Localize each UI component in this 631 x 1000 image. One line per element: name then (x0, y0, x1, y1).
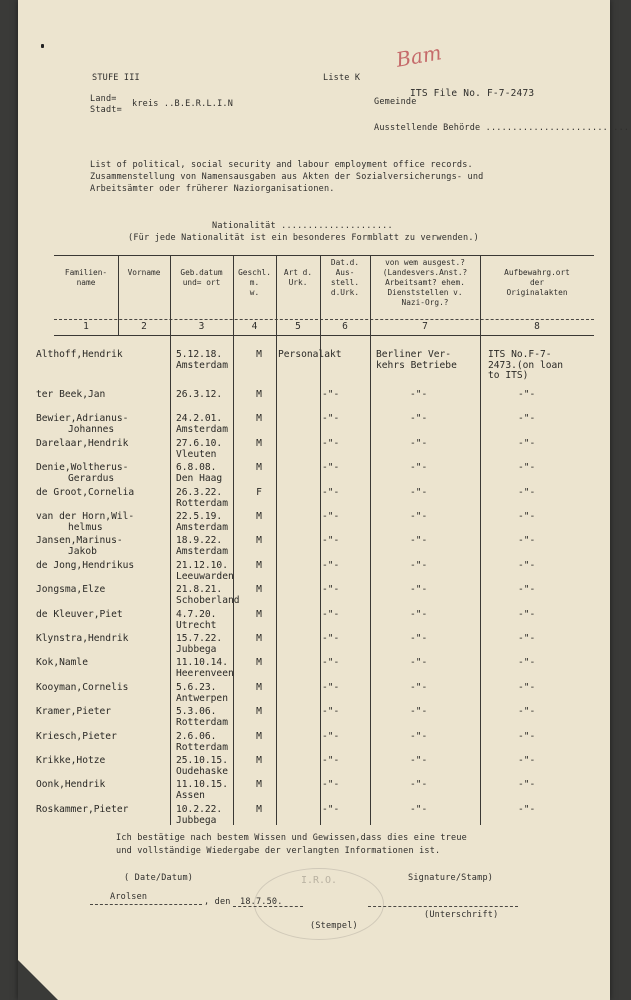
table-row (36, 488, 596, 512)
birth-date-cell: 4.7.20. (176, 608, 217, 620)
document-type-cell: -"- (322, 511, 340, 522)
issuer-cell: -"- (410, 730, 428, 742)
birth-date-cell: 18.9.22. (176, 535, 223, 547)
sex-cell: M (256, 608, 262, 620)
document-type-cell: -"- (322, 657, 340, 669)
place-value: Arolsen (110, 892, 148, 902)
family-name-cont-cell: Gerardus (68, 473, 115, 485)
col-number-2: 2 (141, 321, 147, 332)
birth-date-cell: 22.5.19. (176, 511, 223, 522)
document-type-cell: -"- (322, 706, 340, 718)
signature-line (368, 906, 518, 907)
family-name-cell: Bewier,Adrianus- (36, 413, 129, 425)
gemeinde-label: Gemeinde (374, 97, 417, 107)
family-name-cell: Darelaar,Hendrik (36, 437, 129, 449)
col-header-1: Familien- name (64, 268, 108, 287)
stamp-text: I.R.O. (300, 875, 338, 886)
place-line (90, 904, 202, 905)
birth-date-cell: 10.2.22. (176, 803, 223, 815)
birth-date-cell: 5.12.18. (176, 349, 223, 360)
document-type-cell: -"- (322, 584, 340, 596)
date-value: 18.7.50. (240, 897, 283, 907)
family-name-cell: ter Beek,Jan (36, 389, 106, 400)
signature-label: Signature/Stamp) (408, 873, 494, 883)
sex-cell: M (256, 633, 262, 644)
archive-location-cell: -"- (518, 803, 536, 815)
family-name-cont-cell: helmus (68, 522, 103, 533)
document-type-cell: -"- (322, 633, 340, 644)
issuer-cell: -"- (410, 462, 428, 474)
table-row (36, 439, 596, 463)
land-stadt-label: Land= Stadt= (90, 94, 122, 115)
archive-location-cell: -"- (518, 706, 536, 718)
birth-place-cell: Assen (176, 790, 205, 802)
archive-location-cell: -"- (518, 559, 536, 571)
liste-label: Liste K (323, 73, 361, 83)
family-name-cell: Oonk,Hendrik (36, 779, 106, 791)
birth-place-cell: Rotterdam (176, 497, 228, 509)
intro-line-2: Zusammenstellung von Namensausgaben aus Akten der Sozialversicherungs- und (90, 172, 484, 182)
document-type-cell: -"- (322, 535, 340, 547)
col-header-4: Geschl. m. w. (238, 268, 271, 297)
family-name-cell: van der Horn,Wil- (36, 511, 135, 522)
issuer-cell: -"- (410, 779, 428, 791)
nationality-note: (Für jede Nationalität ist ein besonderes Formblatt zu verwenden.) (128, 233, 479, 243)
sex-cell: M (256, 559, 262, 571)
col-number-8: 8 (534, 321, 540, 332)
issuer-cell: -"- (410, 803, 428, 815)
archive-location-cell: -"- (518, 486, 536, 498)
table-row (36, 414, 596, 438)
issuer-cell: -"- (410, 608, 428, 620)
archive-location-cell: -"- (518, 755, 536, 766)
hole-mark (41, 44, 44, 48)
family-name-cell: de Groot,Cornelia (36, 486, 135, 498)
issuer-cell: -"- (410, 584, 428, 596)
birth-date-cell: 11.10.15. (176, 779, 228, 791)
birth-place-cell: Den Haag (176, 473, 223, 485)
birth-date-cell: 15.7.22. (176, 633, 223, 644)
table-row (36, 707, 596, 731)
date-label: ( Date/Datum) (124, 873, 194, 883)
sex-cell: M (256, 413, 262, 425)
family-name-cell: Kooyman,Cornelis (36, 681, 129, 693)
birth-date-cell: 21.8.21. (176, 584, 223, 596)
sex-cell: M (256, 657, 262, 669)
family-name-cell: Krikke,Hotze (36, 755, 106, 766)
sex-cell: M (256, 511, 262, 522)
family-name-cell: Klynstra,Hendrik (36, 633, 129, 644)
archive-location-cell: -"- (518, 437, 536, 449)
birth-place-cell: Antwerpen (176, 692, 228, 704)
col-header-6: Dat.d. Aus- stell. d.Urk. (330, 258, 360, 297)
sex-cell: M (256, 803, 262, 815)
birth-date-cell: 24.2.01. (176, 413, 223, 425)
table-row (36, 756, 596, 780)
nationality-label: Nationalität ..................... (212, 221, 393, 231)
birth-place-cell: Schoberland (176, 595, 240, 607)
issuer-cell: -"- (410, 389, 428, 400)
family-name-cell: Jongsma,Elze (36, 584, 106, 596)
family-name-cont-cell: Jakob (68, 546, 97, 558)
intro-line-1: List of political, social security and labour employment office records. (90, 160, 473, 170)
archive-location-cell: -"- (518, 681, 536, 693)
family-name-cell: Kriesch,Pieter (36, 730, 117, 742)
document-sheet (18, 0, 630, 1000)
table-row (36, 610, 596, 634)
archive-location-cell: -"- (518, 413, 536, 425)
birth-date-cell: 2.6.06. (176, 730, 217, 742)
birth-date-cell: 26.3.22. (176, 486, 223, 498)
birth-place-cell: Amsterdam (176, 546, 228, 558)
birth-place-cell: Amsterdam (176, 522, 228, 533)
birth-date-cell: 11.10.14. (176, 657, 228, 669)
sex-cell: M (256, 584, 262, 596)
stempel-label: (Stempel) (310, 921, 358, 931)
birth-date-cell: 5.3.06. (176, 706, 217, 718)
document-type-cell: -"- (322, 608, 340, 620)
sex-cell: F (256, 486, 262, 498)
sex-cell: M (256, 706, 262, 718)
issuer-cell: -"- (410, 511, 428, 522)
table-row (36, 390, 596, 414)
sex-cell: M (256, 462, 262, 474)
stufe-label: STUFE III (92, 73, 140, 83)
intro-line-3: Arbeitsämter oder früherer Naziorganisationen. (90, 184, 335, 194)
birth-place-cell: Oudehaske (176, 766, 228, 777)
document-type-cell: -"- (322, 437, 340, 449)
sex-cell: M (256, 535, 262, 547)
archive-location-cell: -"- (518, 584, 536, 596)
table-row (36, 585, 596, 609)
birth-date-cell: 27.6.10. (176, 437, 223, 449)
birth-date-cell: 5.6.23. (176, 681, 217, 693)
table-row (36, 536, 596, 560)
issuer-cell: -"- (410, 413, 428, 425)
birth-place-cell: Amsterdam (176, 360, 228, 371)
issuer-cell: -"- (410, 437, 428, 449)
birth-place-cell: Heerenveen (176, 668, 234, 680)
table-number-rule (54, 335, 594, 336)
family-name-cell: de Jong,Hendrikus (36, 559, 135, 571)
table-row (36, 634, 596, 658)
sex-cell: M (256, 349, 262, 360)
table-row (36, 463, 596, 487)
birth-place-cell: Utrecht (176, 619, 217, 631)
table-top-rule (54, 255, 594, 256)
confirm-line-1: Ich bestätige nach bestem Wissen und Gewissen,dass dies eine treue (116, 833, 467, 843)
den-label: , den (204, 897, 231, 907)
birth-place-cell: Jubbega (176, 644, 217, 655)
archive-location-cell: -"- (518, 389, 536, 400)
confirm-line-2: und vollständige Wiedergabe der verlangten Informationen ist. (116, 846, 441, 856)
table-row (36, 658, 596, 682)
col-header-3: Geb.datum und= ort (180, 268, 223, 287)
date-line (233, 906, 303, 907)
birth-place-cell: Leeuwarden (176, 570, 234, 582)
table-row (36, 780, 596, 804)
document-type-cell: -"- (322, 681, 340, 693)
birth-place-cell: Rotterdam (176, 717, 228, 729)
col-header-8: Aufbewahrg.ort der Originalakten (504, 268, 570, 297)
birth-place-cell: Rotterdam (176, 741, 228, 753)
document-type-cell: -"- (322, 730, 340, 742)
kreis-field: kreis ..B.E.R.L.I.N (132, 99, 234, 109)
birth-date-cell: 21.12.10. (176, 559, 228, 571)
issuer-cell: Berliner Ver- kehrs Betriebe (376, 349, 457, 371)
col-header-2: Vorname (127, 268, 161, 277)
behoerde-field: Ausstellende Behörde ........................... (374, 123, 630, 133)
family-name-cell: Kok,Namle (36, 657, 88, 669)
archive-location-cell: -"- (518, 511, 536, 522)
document-type-cell: -"- (322, 803, 340, 815)
archive-location-cell: -"- (518, 633, 536, 644)
family-name-cont-cell: Johannes (68, 424, 115, 436)
table-row (36, 512, 596, 536)
document-type-cell: -"- (322, 486, 340, 498)
birth-place-cell: Amsterdam (176, 424, 228, 436)
issuer-cell: -"- (410, 657, 428, 669)
birth-date-cell: 26.3.12. (176, 389, 223, 400)
archive-location-cell: -"- (518, 462, 536, 474)
col-number-7: 7 (422, 321, 428, 332)
archive-location-cell: -"- (518, 608, 536, 620)
col-number-1: 1 (83, 321, 89, 332)
archive-location-cell: -"- (518, 730, 536, 742)
issuer-cell: -"- (410, 633, 428, 644)
issuer-cell: -"- (410, 535, 428, 547)
issuer-cell: -"- (410, 755, 428, 766)
issuer-cell: -"- (410, 706, 428, 718)
table-row (36, 561, 596, 585)
birth-date-cell: 6.8.08. (176, 462, 217, 474)
issuer-cell: -"- (410, 559, 428, 571)
document-type-cell: -"- (322, 413, 340, 425)
sex-cell: M (256, 755, 262, 766)
sex-cell: M (256, 389, 262, 400)
table-row (36, 732, 596, 756)
family-name-cell: de Kleuver,Piet (36, 608, 123, 620)
sex-cell: M (256, 779, 262, 791)
family-name-cell: Althoff,Hendrik (36, 349, 123, 360)
family-name-cell: Kramer,Pieter (36, 706, 112, 718)
col-number-5: 5 (295, 321, 301, 332)
col-number-4: 4 (251, 321, 258, 332)
col-header-7: von wem ausgest.? (Landesvers.Anst.? Arbeitsamt? ehem. Dienststellen v. Nazi-Org.? (382, 258, 468, 307)
archive-location-cell: -"- (518, 779, 536, 791)
document-type-cell: -"- (322, 462, 340, 474)
its-file-number: ITS File No. F-7-2473 (410, 88, 535, 99)
issuer-cell: -"- (410, 486, 428, 498)
table-row (36, 805, 596, 829)
document-type-cell: -"- (322, 779, 340, 791)
document-type-cell: -"- (322, 389, 340, 400)
family-name-cell: Denie,Woltherus- (36, 462, 129, 474)
birth-place-cell: Jubbega (176, 814, 217, 826)
family-name-cell: Jansen,Marinus- (36, 535, 123, 547)
family-name-cell: Roskammer,Pieter (36, 803, 129, 815)
document-type-cell: Personalakt (278, 349, 342, 360)
col-header-5: Art d. Urk. (283, 268, 313, 287)
sex-cell: M (256, 437, 262, 449)
sex-cell: M (256, 681, 262, 693)
document-type-cell: -"- (322, 559, 340, 571)
archive-location-cell: -"- (518, 535, 536, 547)
sex-cell: M (256, 730, 262, 742)
table-row (36, 349, 596, 381)
archive-location-cell: -"- (518, 657, 536, 669)
col-number-3: 3 (198, 321, 205, 332)
unterschrift-label: (Unterschrift) (424, 910, 499, 920)
birth-date-cell: 25.10.15. (176, 755, 228, 766)
issuer-cell: -"- (410, 681, 428, 693)
birth-place-cell: Vleuten (176, 448, 217, 460)
handwritten-note: Bam (394, 40, 444, 72)
document-type-cell: -"- (322, 755, 340, 766)
table-header-rule (54, 319, 594, 320)
table-row (36, 683, 596, 707)
archive-location-cell: ITS No.F-7- 2473.(on loan to ITS) (488, 349, 564, 381)
col-number-6: 6 (342, 321, 348, 332)
